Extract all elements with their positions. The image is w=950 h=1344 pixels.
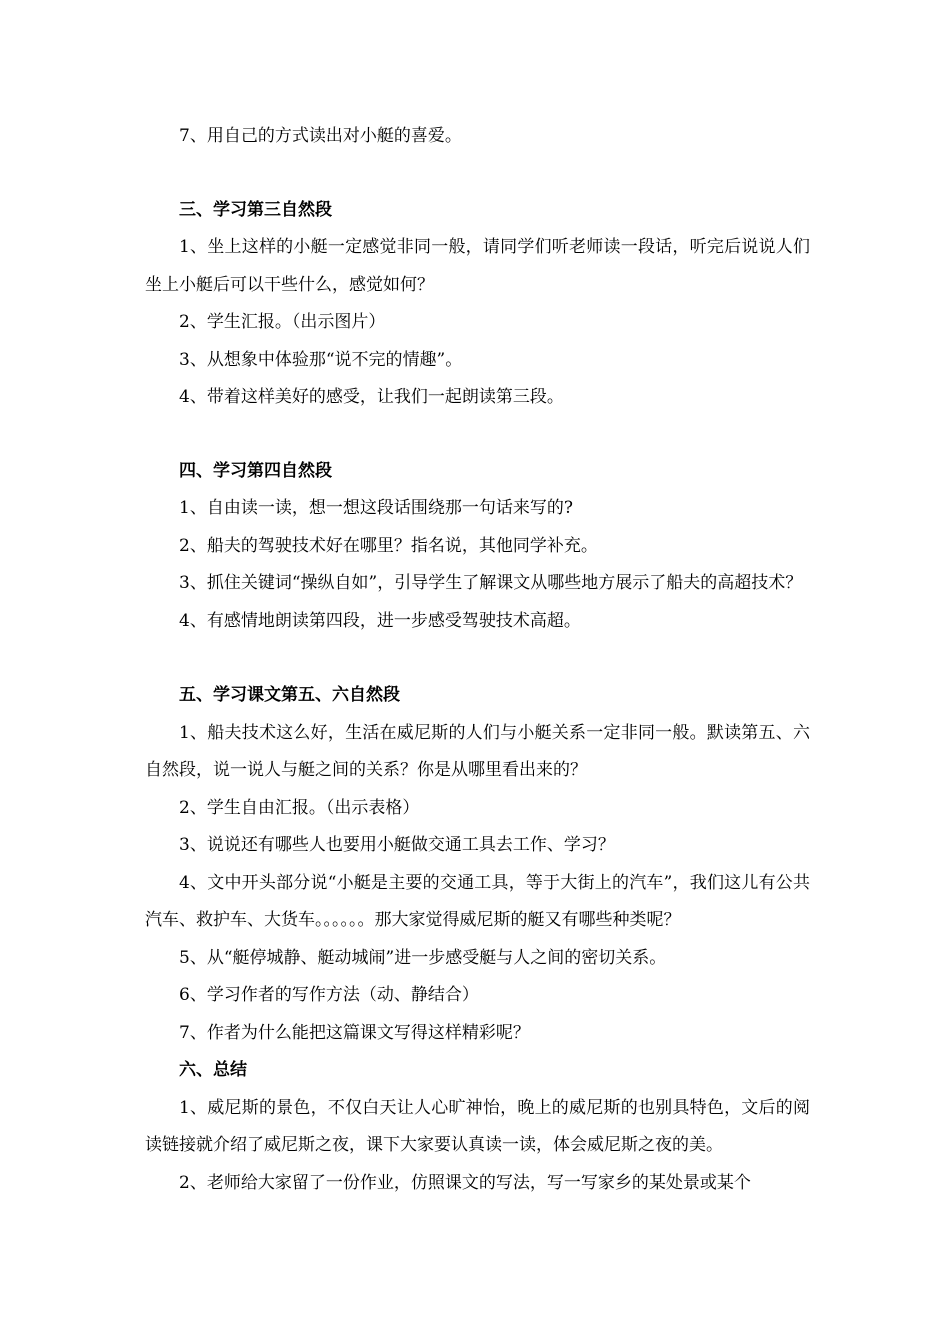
section-heading: 五、学习课文第五、六自然段	[179, 685, 400, 705]
paragraph: 2、老师给大家留了一份作业，仿照课文的写法，写一写家乡的某处景或某个	[179, 1172, 751, 1193]
paragraph-gap	[145, 417, 810, 453]
paragraph: 2、船夫的驾驶技术好在哪里？指名说，其他同学补充。	[179, 535, 598, 556]
paragraph: 2、学生自由汇报。（出示表格）	[179, 797, 420, 818]
paragraph: 4、带着这样美好的感受，让我们一起朗读第三段。	[179, 387, 564, 407]
paragraph: 4、有感情地朗读第四段，进一步感受驾驶技术高超。	[179, 610, 581, 631]
paragraph: 6、学习作者的写作方法（动、静结合）	[179, 985, 479, 1005]
paragraph: 4、文中开头部分说“小艇是主要的交通工具，等于大街上的汽车”，我们这儿有公共汽车、救护车、大货车。。。。。。那大家觉得威尼斯的艇又有哪些种类呢？	[145, 872, 810, 930]
paragraph-gap	[145, 640, 810, 677]
section-heading: 六、总结	[179, 1060, 247, 1080]
document-page	[145, 118, 810, 1202]
paragraph: 1、船夫技术这么好，生活在威尼斯的人们与小艇关系一定非同一般。默读第五、六自然段，说一说人与艇之间的关系？你是从哪里看出来的？	[145, 722, 810, 780]
paragraph-gap	[145, 156, 810, 192]
section-heading: 四、学习第四自然段	[179, 460, 332, 481]
paragraph: 2、学生汇报。（出示图片）	[179, 312, 386, 332]
paragraph: 1、威尼斯的景色，不仅白天让人心旷神怡，晚上的威尼斯的也别具特色，文后的阅读链接就介绍了威尼斯之夜，课下大家要认真读一读，体会威尼斯之夜的美。	[145, 1097, 810, 1155]
paragraph: 5、从“艇停城静、艇动城闹”进一步感受艇与人之间的密切关系。	[179, 947, 667, 968]
paragraph: 1、坐上这样的小艇一定感觉非同一般，请同学们听老师读一段话，听完后说说人们坐上小艇后可以干些什么，感觉如何？	[145, 237, 810, 295]
paragraph: 7、用自己的方式读出对小艇的喜爱。	[179, 126, 462, 146]
paragraph: 3、说说还有哪些人也要用小艇做交通工具去工作、学习？	[179, 835, 615, 855]
paragraph: 3、从想象中体验那“说不完的情趣”。	[179, 349, 463, 370]
section-heading: 三、学习第三自然段	[179, 199, 332, 220]
paragraph: 1、自由读一读，想一想这段话围绕那一句话来写的?	[179, 498, 573, 518]
paragraph: 7、作者为什么能把这篇课文写得这样精彩呢？	[179, 1022, 530, 1043]
paragraph: 3、抓住关键词“操纵自如”，引导学生了解课文从哪些地方展示了船夫的高超技术？	[179, 573, 803, 593]
